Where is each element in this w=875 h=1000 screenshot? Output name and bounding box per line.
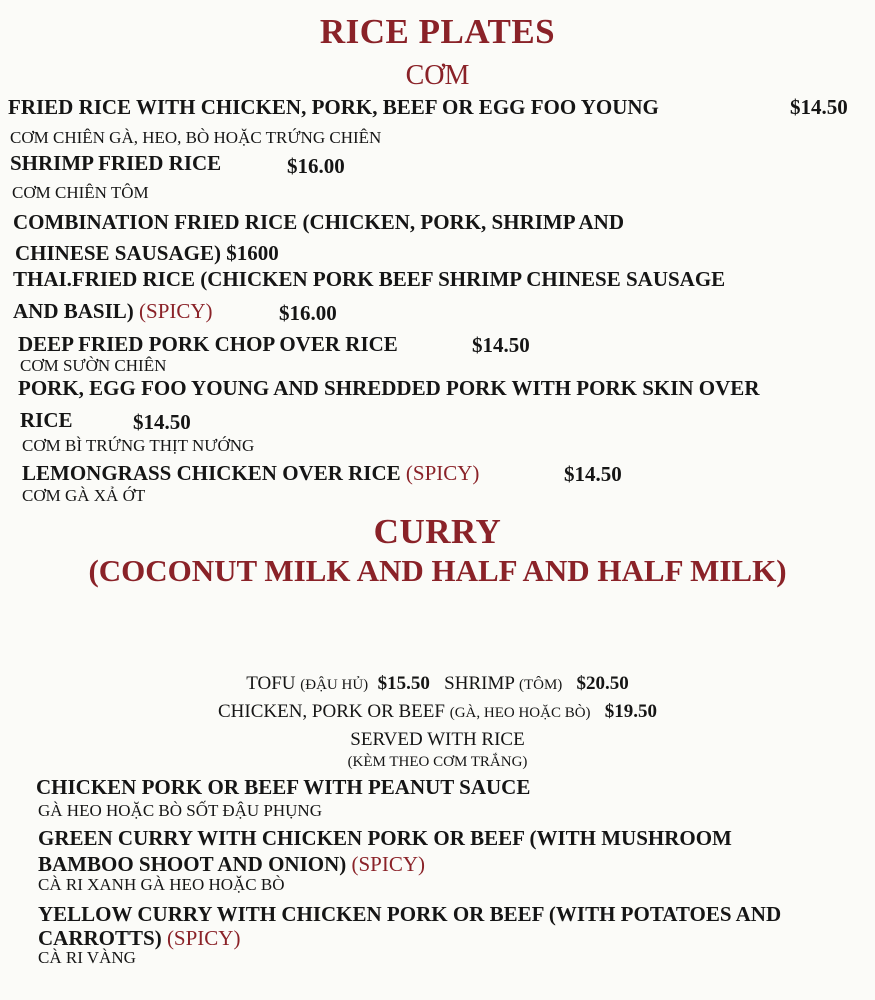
- menu-item-name: SHRIMP FRIED RICE: [10, 151, 222, 175]
- menu-item-name: LEMONGRASS CHICKEN OVER RICE (SPICY): [22, 461, 480, 485]
- price: $20.50: [576, 673, 629, 694]
- curry-section-subtitle: (COCONUT MILK AND HALF AND HALF MILK): [88, 553, 787, 588]
- menu-item-name: PORK, EGG FOO YOUNG AND SHREDDED PORK WITH PORK SKIN OVER: [18, 376, 760, 400]
- rice-section-subtitle: CƠM: [405, 60, 470, 91]
- rice-section-title: RICE PLATES: [319, 12, 556, 51]
- menu-item-viet: CÀ RI XANH GÀ HEO HOẶC BÒ: [38, 875, 285, 894]
- menu-item-price: $16.00: [279, 301, 337, 325]
- curry-price-line-1: TOFU (ĐẬU HỦ) $15.50 SHRIMP (TÔM) $20.50: [246, 673, 629, 694]
- price: $15.50: [377, 673, 430, 694]
- served-with-rice: SERVED WITH RICE: [350, 729, 525, 750]
- curry-section-title: CURRY: [373, 512, 502, 551]
- menu-item-name: THAI.FRIED RICE (CHICKEN PORK BEEF SHRIMP CHINESE SAUSAGE: [13, 267, 726, 291]
- spicy-label: (SPICY): [139, 299, 213, 323]
- menu-item-name-cont: BAMBOO SHOOT AND ONION) (SPICY): [38, 852, 425, 876]
- menu-item-viet: CÀ RI VÀNG: [38, 948, 136, 967]
- spicy-label: (SPICY): [405, 461, 480, 485]
- menu-item-viet: CƠM GÀ XẢ ỚT: [22, 486, 146, 505]
- menu-item-name-cont: CHINESE SAUSAGE) $1600: [15, 241, 279, 265]
- menu-item-name-cont: CARROTTS) (SPICY): [38, 926, 241, 950]
- menu-item-price: $14.50: [133, 410, 191, 434]
- price: $19.50: [604, 701, 658, 722]
- menu-item-viet: CƠM BÌ TRỨNG THỊT NƯỚNG: [22, 436, 255, 455]
- menu-item-name: GREEN CURRY WITH CHICKEN PORK OR BEEF (WITH MUSHROOM: [38, 826, 732, 850]
- curry-price-line-2: CHICKEN, PORK OR BEEF (GÀ, HEO HOẶC BÒ) $19.50: [217, 701, 658, 722]
- menu-item-name: YELLOW CURRY WITH CHICKEN PORK OR BEEF (WITH POTATOES AND: [38, 902, 782, 926]
- menu-item-viet: CƠM CHIÊN GÀ, HEO, BÒ HOẶC TRỨNG CHIÊN: [10, 128, 382, 147]
- served-with-rice-viet: (KÈM THEO CƠM TRẮNG): [347, 754, 528, 770]
- menu-item-name: DEEP FRIED PORK CHOP OVER RICE: [18, 332, 398, 356]
- menu-item-name: FRIED RICE WITH CHICKEN, PORK, BEEF OR EGG FOO YOUNG: [8, 95, 659, 119]
- menu-item-viet: CƠM CHIÊN TÔM: [12, 183, 149, 202]
- menu-item-price: $14.50: [790, 95, 848, 119]
- menu-item-price: $16.00: [287, 154, 345, 178]
- menu-item-price: $14.50: [564, 462, 622, 486]
- menu-item-name: COMBINATION FRIED RICE (CHICKEN, PORK, SHRIMP AND: [13, 210, 624, 234]
- spicy-label: (SPICY): [351, 852, 425, 876]
- menu-item-name: CHICKEN PORK OR BEEF WITH PEANUT SAUCE: [36, 775, 531, 799]
- menu-item-viet: CƠM SƯỜN CHIÊN: [20, 356, 167, 375]
- menu-item-price: $14.50: [472, 333, 530, 357]
- menu-item-name-cont: AND BASIL) (SPICY): [13, 299, 213, 323]
- spicy-label: (SPICY): [166, 926, 241, 950]
- menu-item-viet: GÀ HEO HOẶC BÒ SỐT ĐẬU PHỤNG: [38, 801, 322, 820]
- menu-item-name-cont: RICE: [20, 408, 73, 432]
